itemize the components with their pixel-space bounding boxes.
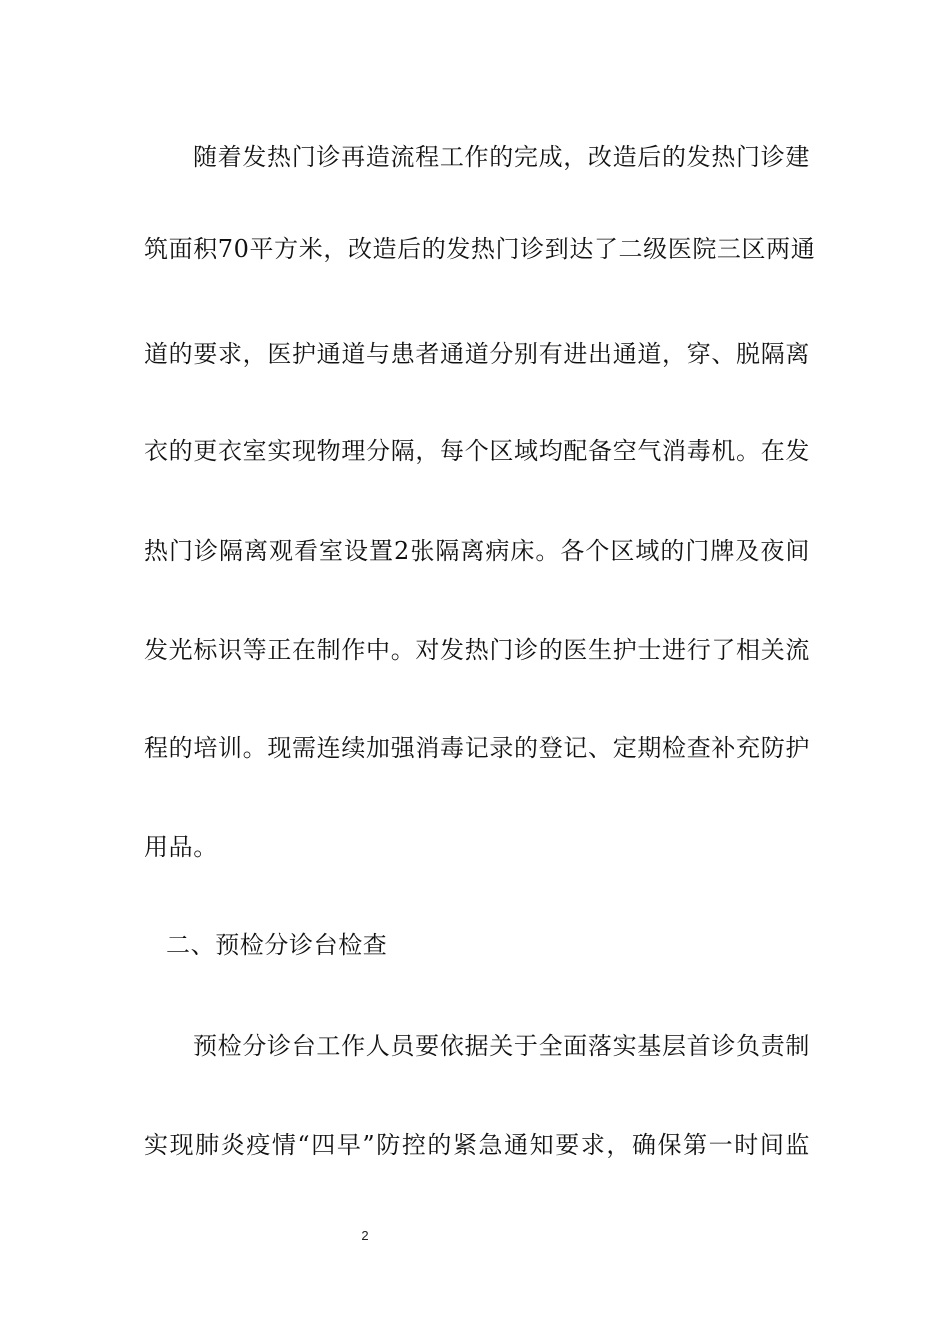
paragraph-1-line-7: 程的培训。现需连续加强消毒记录的登记、定期检查补充防护: [144, 734, 810, 762]
paragraph-1-line-3: 道的要求，医护通道与患者通道分别有进出通道，穿、脱隔离: [144, 340, 810, 368]
section-heading: 二、预检分诊台检查: [166, 931, 388, 959]
paragraph-2-line-1: 预检分诊台工作人员要依据关于全面落实基层首诊负责制: [193, 1032, 810, 1060]
paragraph-1-line-4: 衣的更衣室实现物理分隔，每个区域均配备空气消毒机。在发: [144, 437, 810, 465]
paragraph-1-line-8: 用品。: [144, 833, 218, 861]
paragraph-1-line-5: 热门诊隔离观看室设置2张隔离病床。各个区域的门牌及夜间: [144, 537, 810, 565]
paragraph-2-line-2: 实现肺炎疫情“四早”防控的紧急通知要求，确保第一时间监: [144, 1131, 810, 1159]
paragraph-1-line-6: 发光标识等正在制作中。对发热门诊的医生护士进行了相关流: [144, 636, 810, 664]
paragraph-1-line-2: 筑面积70平方米，改造后的发热门诊到达了二级医院三区两通: [144, 235, 816, 263]
page-number: 2: [361, 1228, 369, 1243]
paragraph-1-line-1: 随着发热门诊再造流程工作的完成，改造后的发热门诊建: [193, 143, 810, 171]
